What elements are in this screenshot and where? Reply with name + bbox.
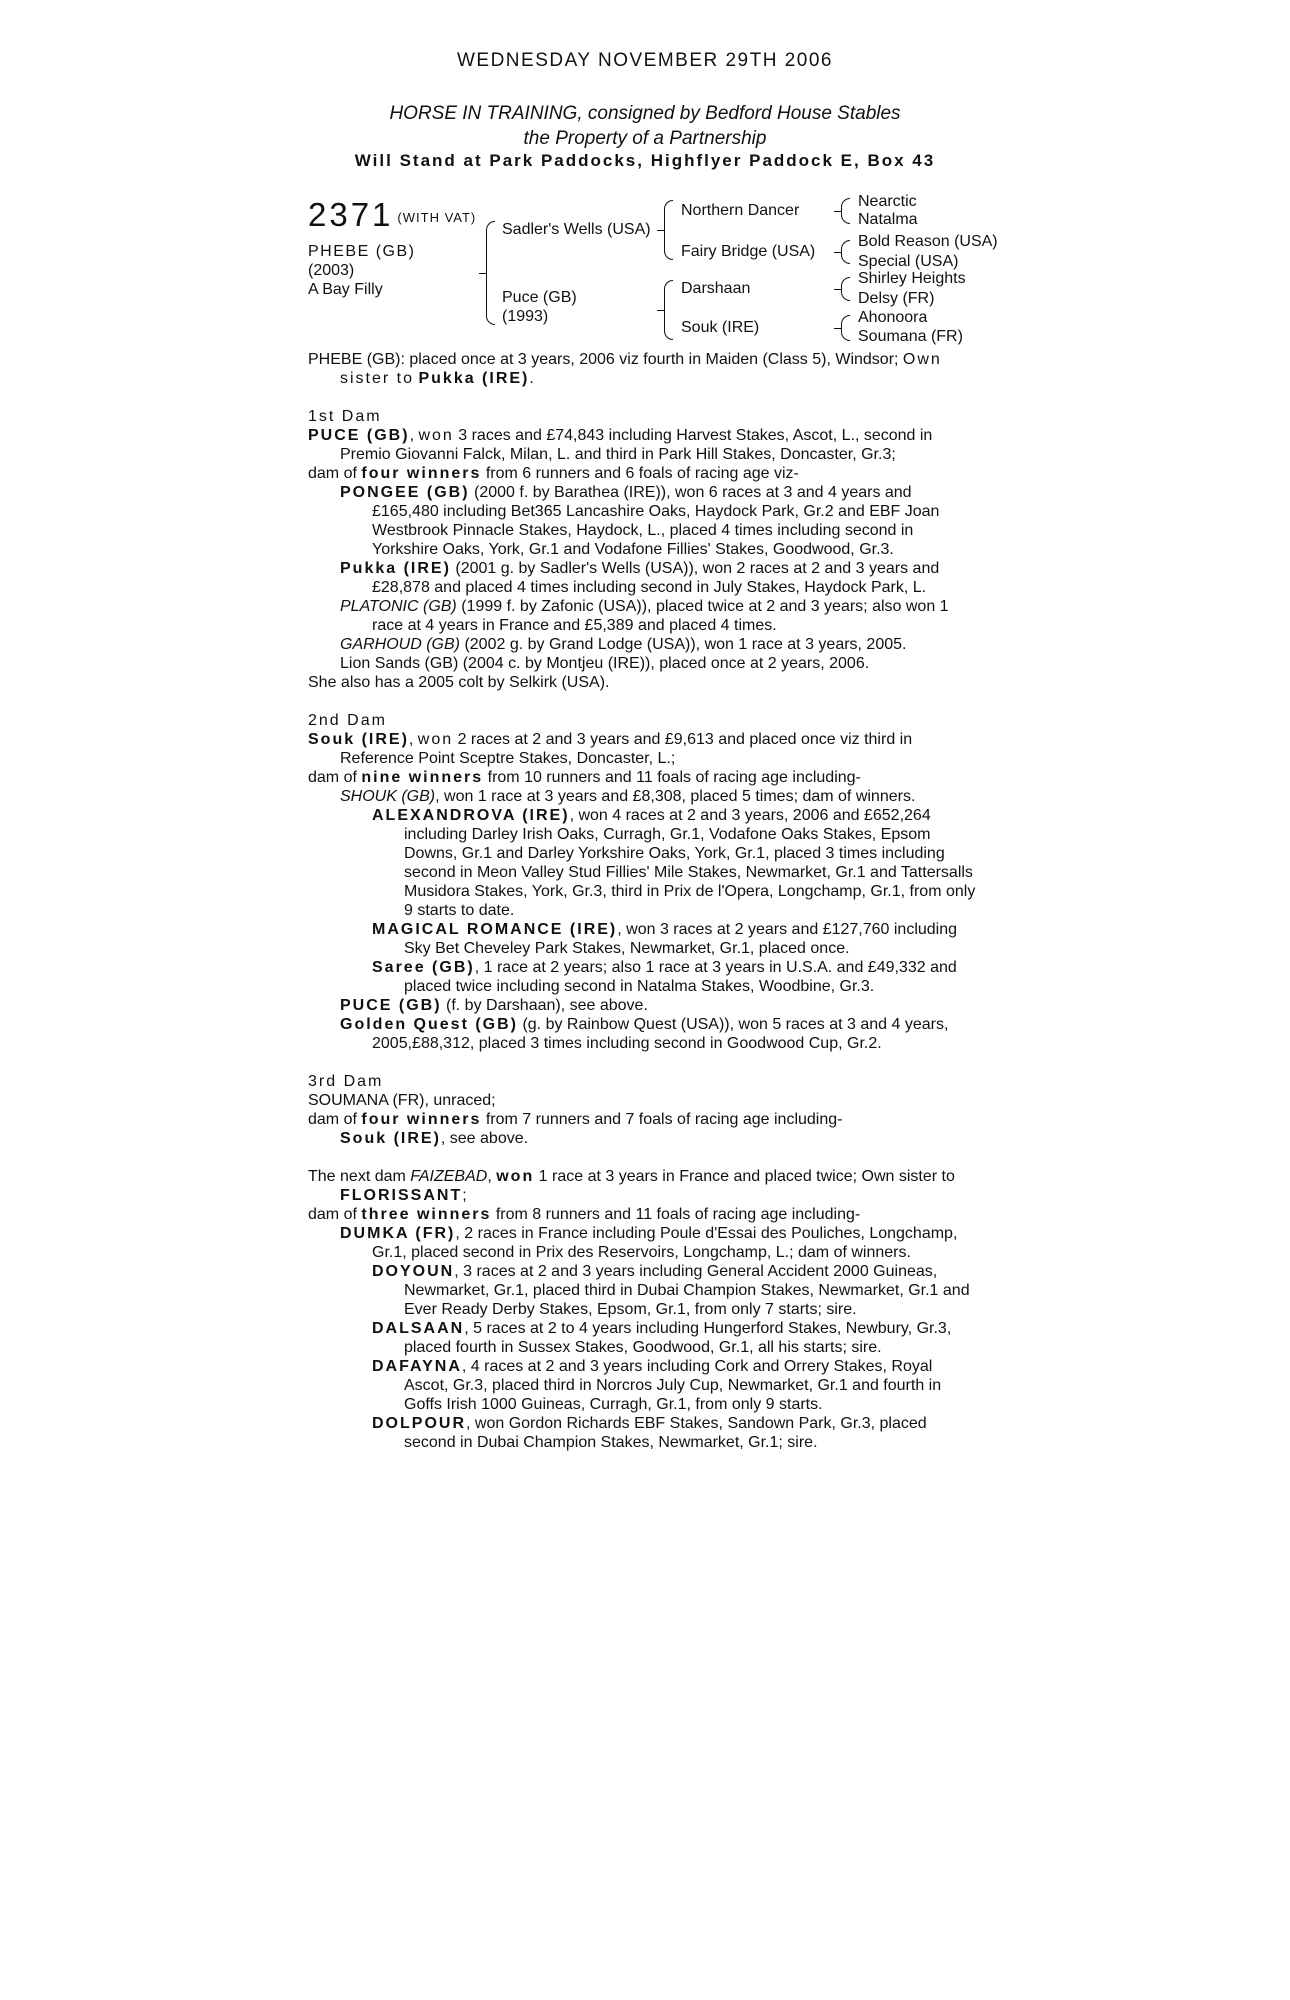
pedigree-ddd: Soumana (FR): [858, 328, 963, 345]
second-dam-produce: dam of nine winners from 10 runners and 11 foals of racing age including-: [308, 769, 861, 786]
pedigree-sds: Bold Reason (USA): [858, 233, 998, 250]
produce-alexandrova: ALEXANDROVA (IRE), won 4 races at 2 and 3 years, 2006 and £652,264 including Darley Irish Oaks, Curragh, Gr.1, Vodafone Oaks Stakes, Epsom Downs, Gr.1 and Darley Yorkshire Oaks, York, Gr.1, placed 3 times including second in Meon Valley Stud Fillies' Mile Stakes, Newmarket, Gr.1 and Tattersalls Musidora Stakes, York, Gr.3, third in Prix de l'Opera, Longchamp, Gr.1, from only 9 starts to date.: [372, 807, 976, 919]
produce-saree: Saree (GB), 1 race at 2 years; also 1 race at 3 years in U.S.A. and £49,332 and placed twice including second in Natalma Stakes, Woodbine, Gr.3.: [372, 959, 957, 995]
pedigree-dsd: Delsy (FR): [858, 290, 935, 307]
next-dam-record: The next dam FAIZEBAD, won 1 race at 3 years in France and placed twice; Own sister to FLORISSANT;: [308, 1168, 955, 1204]
pedigree-sss: Nearctic: [858, 193, 917, 210]
pedigree-dam-year: (1993): [502, 308, 549, 325]
next-dam-produce: dam of three winners from 8 runners and 11 foals of racing age including-: [308, 1206, 861, 1223]
catalogue-text: [308, 350, 978, 1452]
pedigree-sire: Sadler's Wells (USA): [502, 221, 651, 238]
first-dam-record: PUCE (GB), won 3 races and £74,843 including Harvest Stakes, Ascot, L., second in Premio Giovanni Falck, Milan, L. and third in Park Hill Stakes, Doncaster, Gr.3;: [308, 427, 933, 463]
horse-name: PHEBE (GB): [308, 243, 416, 260]
pedigree-dds: Ahonoora: [858, 309, 928, 326]
pukka-link: Pukka (IRE): [418, 370, 530, 387]
produce-dumka: DUMKA (FR), 2 races in France including Poule d'Essai des Pouliches, Longchamp, Gr.1, placed second in Prix des Reservoirs, Longchamp, L.; dam of winners.: [340, 1225, 958, 1261]
race-record-summary: PHEBE (GB): placed once at 3 years, 2006 viz fourth in Maiden (Class 5), Windsor; Own sister to Pukka (IRE).: [308, 351, 942, 387]
produce-dalsaan: DALSAAN, 5 races at 2 to 4 years including Hungerford Stakes, Newbury, Gr.3, placed fourth in Sussex Stakes, Goodwood, Gr.1, all his starts; sire.: [372, 1320, 952, 1356]
pedigree-brace-main: [486, 221, 495, 325]
pedigree-brace-dd: [841, 315, 850, 341]
produce-doyoun: DOYOUN, 3 races at 2 and 3 years including General Accident 2000 Guineas, Newmarket, Gr.1, placed third in Dubai Champion Stakes, Newmarket, Gr.1 and Ever Ready Derby Stakes, Epsom, Gr.1, from only 7 starts; sire.: [372, 1263, 970, 1318]
pedigree-sire-sire: Northern Dancer: [681, 202, 800, 219]
produce-pukka: Pukka (IRE) (2001 g. by Sadler's Wells (USA)), won 2 races at 2 and 3 years and £28,878 and placed 4 times including second in July Stakes, Haydock Park, L.: [340, 560, 940, 596]
third-dam-record: SOUMANA (FR), unraced;: [308, 1092, 496, 1109]
produce-souk: Souk (IRE), see above.: [340, 1130, 529, 1147]
third-dam-produce: dam of four winners from 7 runners and 7 foals of racing age including-: [308, 1111, 843, 1128]
lot-number-value: 2371: [308, 196, 394, 233]
horse-year: (2003): [308, 262, 355, 279]
pedigree-sire-dam: Fairy Bridge (USA): [681, 243, 816, 260]
pedigree-dam: Puce (GB): [502, 289, 577, 306]
pedigree-sdd: Special (USA): [858, 253, 959, 270]
third-dam-heading: 3rd Dam: [308, 1073, 384, 1090]
pedigree-brace-ss: [841, 198, 850, 224]
pedigree-brace-sire: [664, 200, 673, 260]
pedigree-ssd: Natalma: [858, 211, 918, 228]
lot-number: [308, 196, 476, 234]
produce-note: She also has a 2005 colt by Selkirk (USA).: [308, 674, 610, 691]
produce-golden-quest: Golden Quest (GB) (g. by Rainbow Quest (USA)), won 5 races at 3 and 4 years, 2005,£88,312, placed 3 times including second in Goodwood Cup, Gr.2.: [340, 1016, 949, 1052]
produce-dolpour: DOLPOUR, won Gordon Richards EBF Stakes, Sandown Park, Gr.3, placed second in Dubai Champion Stakes, Newmarket, Gr.1; sire.: [372, 1415, 927, 1451]
produce-dafayna: DAFAYNA, 4 races at 2 and 3 years including Cork and Orrery Stakes, Royal Ascot, Gr.3, placed third in Norcros July Cup, Newmarket, Gr.1 and fourth in Goffs Irish 1000 Guineas, Curragh, Gr.1, from only 9 starts.: [372, 1358, 942, 1413]
pedigree-dam-sire: Darshaan: [681, 280, 751, 297]
horse-description: A Bay Filly: [308, 281, 383, 298]
pedigree-brace-ds: [841, 277, 850, 301]
property-line: the Property of a Partnership: [523, 128, 767, 149]
pedigree-brace-sd: [841, 240, 850, 264]
pedigree-dam-dam: Souk (IRE): [681, 319, 760, 336]
produce-puce: PUCE (GB) (f. by Darshaan), see above.: [340, 997, 648, 1014]
stand-location: Will Stand at Park Paddocks, Highflyer Paddock E, Box 43: [354, 151, 936, 170]
first-dam-heading: 1st Dam: [308, 408, 382, 425]
consignor-line: HORSE IN TRAINING, consigned by Bedford House Stables: [389, 103, 901, 124]
produce-shouk: SHOUK (GB), won 1 race at 3 years and £8,308, placed 5 times; dam of winners.: [340, 788, 916, 805]
produce-lion-sands: Lion Sands (GB) (2004 c. by Montjeu (IRE)), placed once at 2 years, 2006.: [340, 655, 870, 672]
produce-pongee: PONGEE (GB) (2000 f. by Barathea (IRE)), won 6 races at 3 and 4 years and £165,480 including Bet365 Lancashire Oaks, Haydock Park, Gr.2 and EBF Joan Westbrook Pinnacle Stakes, Haydock, L., placed 4 times including second in Yorkshire Oaks, York, Gr.1 and Vodafone Fillies' Stakes, Goodwood, Gr.3.: [340, 484, 940, 558]
pedigree-dss: Shirley Heights: [858, 270, 966, 287]
produce-magical-romance: MAGICAL ROMANCE (IRE), won 3 races at 2 years and £127,760 including Sky Bet Cheveley Park Stakes, Newmarket, Gr.1, placed once.: [372, 921, 958, 957]
pedigree-brace-dam: [664, 280, 673, 340]
second-dam-record: Souk (IRE), won 2 races at 2 and 3 years and £9,613 and placed once viz third in Reference Point Sceptre Stakes, Doncaster, L.;: [308, 731, 913, 767]
vat-note: (WITH VAT): [397, 209, 477, 225]
second-dam-heading: 2nd Dam: [308, 712, 387, 729]
produce-platonic: PLATONIC (GB) (1999 f. by Zafonic (USA)), placed twice at 2 and 3 years; also won 1 race at 4 years in France and £5,389 and placed 4 times.: [340, 598, 949, 634]
first-dam-produce: dam of four winners from 6 runners and 6 foals of racing age viz-: [308, 465, 799, 482]
produce-garhoud: GARHOUD (GB) (2002 g. by Grand Lodge (USA)), won 1 race at 3 years, 2005.: [340, 636, 907, 653]
sale-date: WEDNESDAY NOVEMBER 29TH 2006: [456, 50, 833, 71]
